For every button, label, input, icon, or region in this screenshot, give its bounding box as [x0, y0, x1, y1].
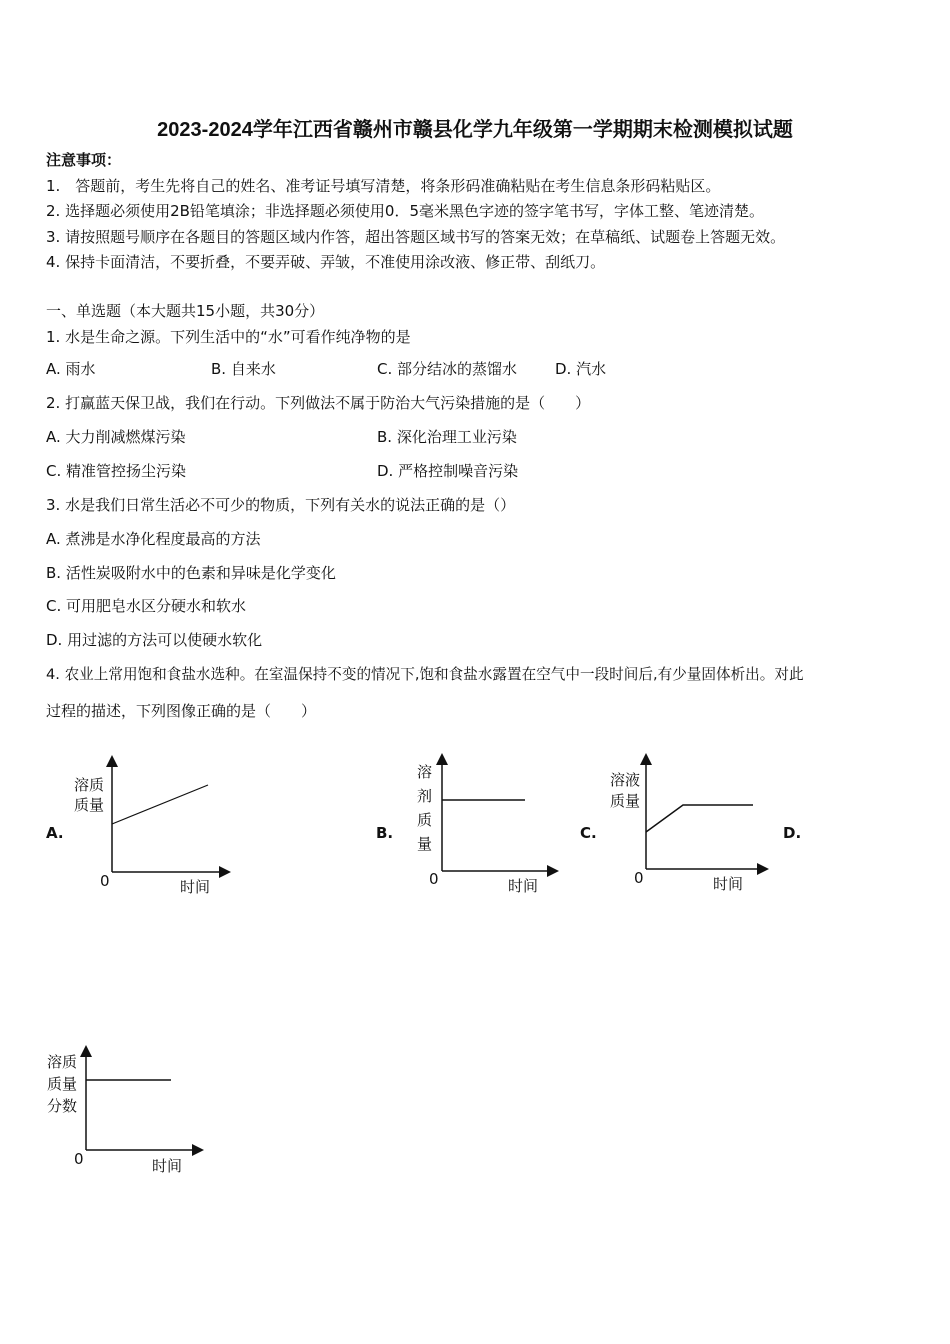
- graph-b-option: B.: [376, 824, 394, 842]
- q1-option-a: A. 雨水: [46, 360, 96, 378]
- notes-heading: 注意事项：: [46, 151, 122, 169]
- q2-option-b: B. 深化治理工业污染: [377, 428, 517, 446]
- graph-d-xlabel: 时间: [152, 1157, 183, 1175]
- graph-c-line: [646, 805, 753, 832]
- question-4-stem: 4. 农业上常用饱和食盐水选种。在室温保持不变的情况下,饱和食盐水露置在空气中一段时间后,有少量固体析出。对此: [46, 666, 804, 683]
- graph-b-ylabel: 溶: [417, 763, 433, 781]
- graph-c-option: C.: [580, 824, 597, 842]
- section-heading: 一、单选题（本大题共15小题，共30分）: [46, 302, 325, 320]
- q1-option-d: D. 汽水: [555, 360, 607, 378]
- question-3-stem: 3. 水是我们日常生活必不可少的物质，下列有关水的说法正确的是（）: [46, 496, 516, 514]
- graph-a-line: [112, 785, 208, 824]
- q1-option-b: B. 自来水: [211, 360, 276, 378]
- graph-a-ylabel: 质量: [74, 796, 105, 814]
- graph-d-ylabel: 溶质: [47, 1053, 78, 1071]
- graph-b-ylabel: 剂: [417, 787, 433, 805]
- graph-a-option: A.: [46, 824, 64, 842]
- note-item: 4. 保持卡面清洁，不要折叠，不要弄破、弄皱，不准使用涂改液、修正带、刮纸刀。: [46, 253, 606, 271]
- graph-a: [46, 758, 228, 896]
- graph-c: [580, 756, 801, 893]
- graph-d-option: D.: [783, 824, 802, 842]
- question-4-stem-cont: 过程的描述，下列图像正确的是（ ）: [46, 702, 317, 720]
- q1-option-c: C. 部分结冰的蒸馏水: [377, 360, 518, 378]
- graph-c-ylabel: 溶液: [610, 771, 641, 789]
- q3-option-d: D. 用过滤的方法可以使硬水软化: [46, 631, 263, 649]
- q2-option-c: C. 精准管控扬尘污染: [46, 462, 187, 480]
- graph-c-xlabel: 时间: [713, 875, 744, 893]
- graph-a-xlabel: 时间: [180, 878, 211, 896]
- note-item: 2. 选择题必须使用2B铅笔填涂；非选择题必须使用0．5毫米黑色字迹的签字笔书写，字体工整、笔迹清楚。: [46, 202, 765, 220]
- graph-d-ylabel: 分数: [47, 1097, 78, 1115]
- graph-d-origin: 0: [74, 1150, 84, 1168]
- graph-b-xlabel: 时间: [508, 877, 539, 895]
- question-2-stem: 2. 打赢蓝天保卫战，我们在行动。下列做法不属于防治大气污染措施的是（ ）: [46, 394, 591, 412]
- graph-a-ylabel: 溶质: [74, 776, 105, 794]
- q2-option-d: D. 严格控制噪音污染: [377, 462, 519, 480]
- q3-option-a: A. 煮沸是水净化程度最高的方法: [46, 530, 261, 548]
- note-item: 3. 请按照题号顺序在各题目的答题区域内作答，超出答题区域书写的答案无效；在草稿纸、试题卷上答题无效。: [46, 228, 786, 246]
- q2-option-a: A. 大力削减燃煤污染: [46, 428, 186, 446]
- graph-b-ylabel: 质: [417, 811, 433, 829]
- q3-option-b: B. 活性炭吸附水中的色素和异味是化学变化: [46, 564, 336, 582]
- graph-d-ylabel: 质量: [47, 1075, 78, 1093]
- graph-b-ylabel: 量: [417, 835, 433, 853]
- note-item: 1. 答题前，考生先将自己的姓名、准考证号填写清楚，将条形码准确粘贴在考生信息条形码粘贴区。: [46, 177, 721, 195]
- graph-c-ylabel: 质量: [610, 792, 641, 810]
- page-title: 2023-2024学年江西省赣州市赣县化学九年级第一学期期末检测模拟试题: [157, 119, 793, 141]
- graph-b: [376, 756, 556, 895]
- question-1-stem: 1. 水是生命之源。下列生活中的“水”可看作纯净物的是: [46, 328, 411, 346]
- graph-a-origin: 0: [100, 872, 110, 890]
- graph-c-origin: 0: [634, 869, 644, 887]
- q3-option-c: C. 可用肥皂水区分硬水和软水: [46, 597, 247, 615]
- graph-b-origin: 0: [429, 870, 439, 888]
- graph-d: [47, 1048, 201, 1175]
